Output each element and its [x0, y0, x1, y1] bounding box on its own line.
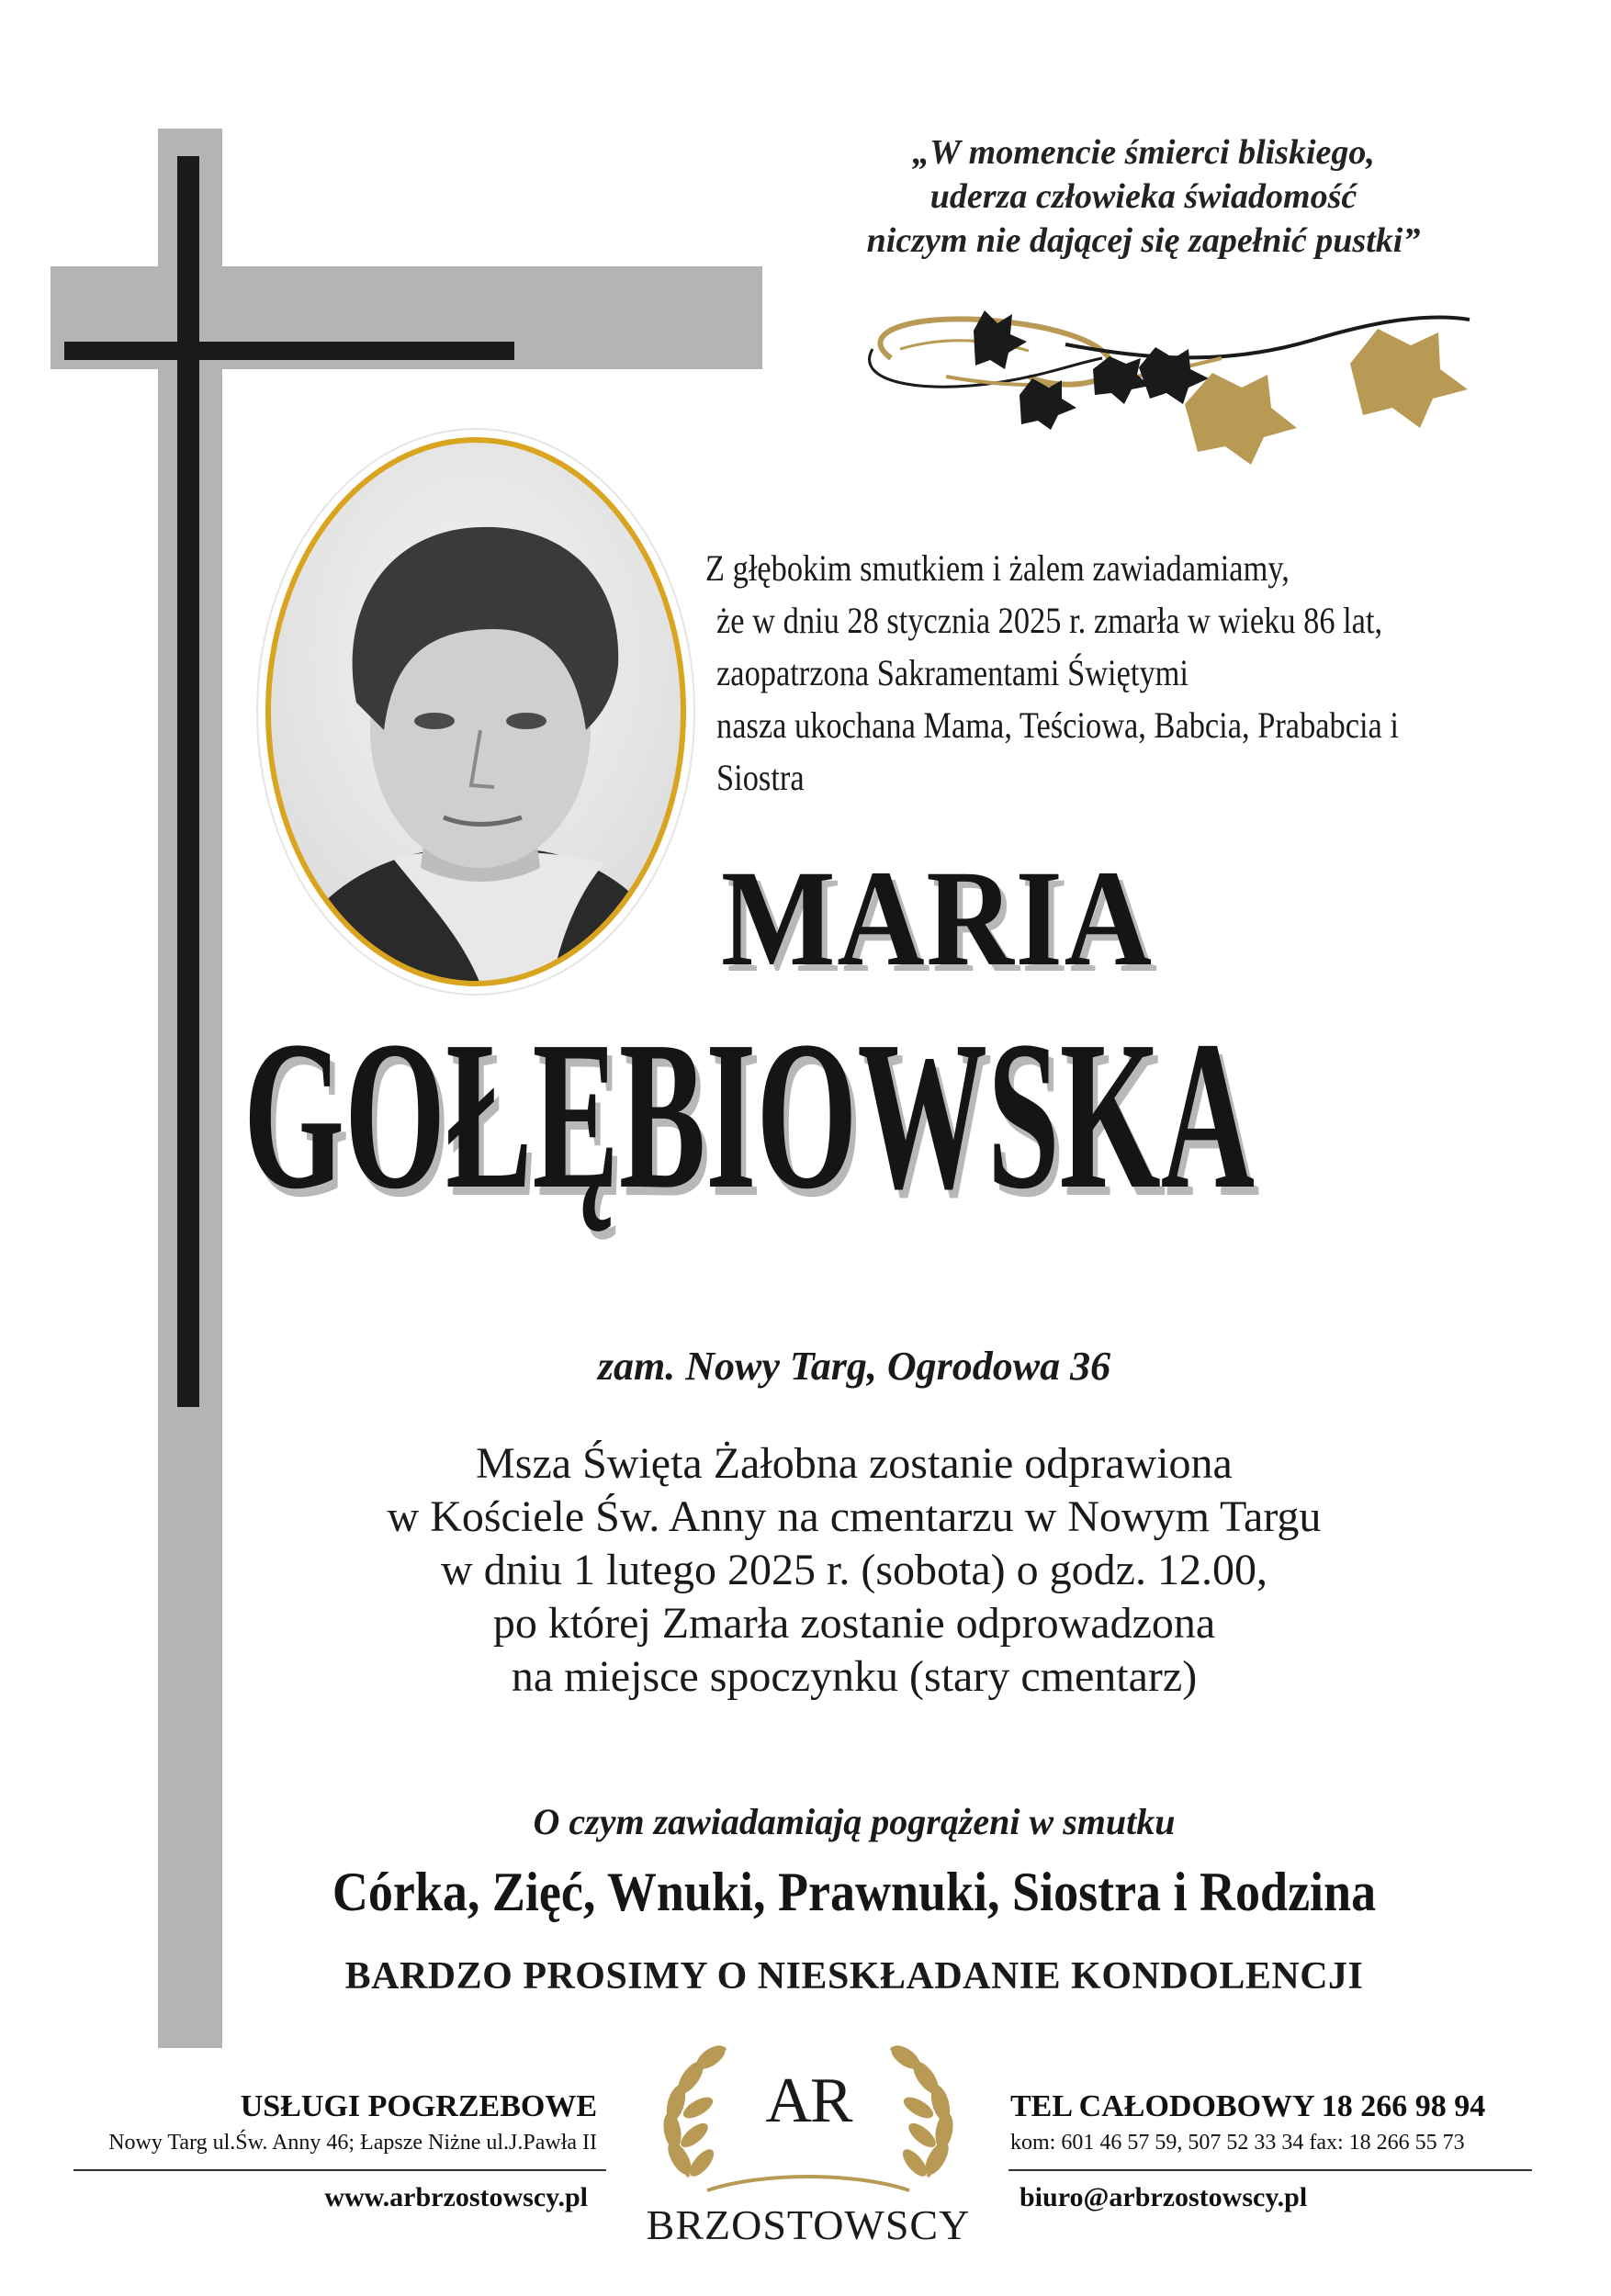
mourners-intro: O czym zawiadamiają pogrążeni w smutku	[533, 1801, 1176, 1842]
funeral-service-address: Nowy Targ ul.Św. Anny 46; Łapsze Niżne ul.J.Pawła II	[108, 2131, 597, 2155]
intro-line: nasza ukochana Mama, Teściowa, Babcia, Prababcia i Siostra	[716, 704, 1399, 798]
cross-bar	[64, 342, 514, 360]
phone-title: TEL CAŁODOBOWY 18 266 98 94	[1010, 2089, 1486, 2123]
mass-line: na miejsce spoczynku (stary cmentarz)	[511, 1652, 1198, 1701]
divider	[1008, 2169, 1532, 2171]
intro-line: zaopatrzona Sakramentami Świętymi	[716, 652, 1189, 693]
funeral-service-title: USŁUGI POGRZEBOWE	[240, 2089, 597, 2123]
divider	[73, 2169, 606, 2171]
intro-line: Z głębokim smutkiem i żalem zawiadamiamy,	[705, 547, 1290, 589]
quote-line: niczym nie dającej się zapełnić pustki”	[866, 221, 1421, 260]
email-link[interactable]: biuro@arbrzostowscy.pl	[1020, 2182, 1308, 2212]
phone-numbers: kom: 601 46 57 59, 507 52 33 34 fax: 18 266 55 73	[1010, 2131, 1465, 2155]
mourners-names: Córka, Zięć, Wnuki, Prawnuki, Siostra i Rodzina	[332, 1862, 1377, 1922]
intro-line: że w dniu 28 stycznia 2025 r. zmarła w wieku 86 lat,	[716, 600, 1383, 641]
logo-name: BRZOSTOWSCY	[646, 2201, 971, 2248]
deceased-address: zam. Nowy Targ, Ogrodowa 36	[597, 1344, 1111, 1389]
condolence-request: BARDZO PROSIMY O NIESKŁADANIE KONDOLENCJI	[344, 1955, 1364, 1998]
announcement-intro	[705, 542, 1464, 804]
quote-line: „W momencie śmierci bliskiego,	[912, 133, 1375, 172]
funeral-mass-info	[230, 1437, 1479, 1704]
deceased-first-name: MARIA	[721, 842, 1154, 995]
mass-line: w Kościele Św. Anny na cmentarzu w Nowym Targu	[387, 1492, 1322, 1541]
deceased-surname: GOŁĘBIOWSKA	[243, 997, 1256, 1233]
quote-line: uderza człowieka świadomość	[929, 177, 1358, 216]
quote	[781, 130, 1506, 263]
portrait-photo	[255, 427, 696, 996]
mass-line: Msza Święta Żałobna zostanie odprawiona	[476, 1439, 1233, 1488]
logo-initials: AR	[765, 2065, 851, 2136]
mass-line: w dniu 1 lutego 2025 r. (sobota) o godz. 12.00,	[441, 1546, 1267, 1594]
mass-line: po której Zmarła zostanie odprowadzona	[492, 1599, 1216, 1648]
website-link[interactable]: www.arbrzostowscy.pl	[324, 2182, 588, 2212]
leaf-ornament-icon	[836, 294, 1479, 468]
